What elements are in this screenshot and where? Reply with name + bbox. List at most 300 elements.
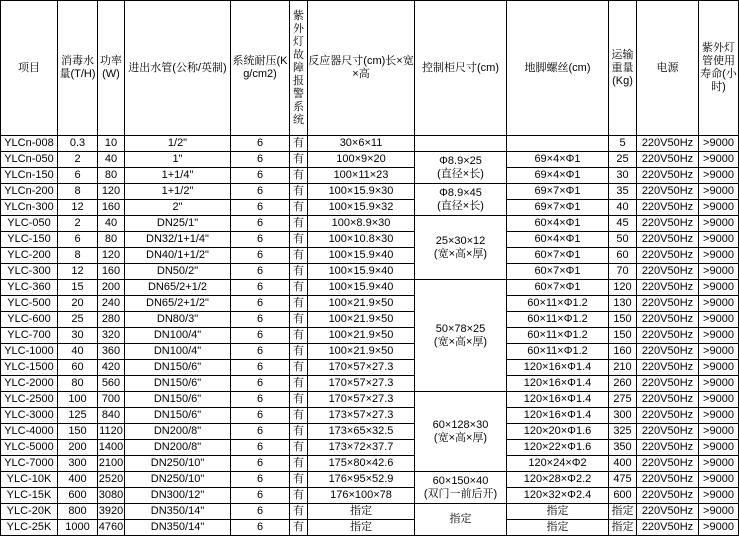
anchor-bolt-cell: 69×7×Φ1 xyxy=(507,184,609,200)
flow-cell: 125 xyxy=(58,408,98,424)
model-cell: YLC-5000 xyxy=(1,440,58,456)
lamp-life-cell: >9000 xyxy=(699,296,739,312)
model-cell: YLCn-150 xyxy=(1,168,58,184)
anchor-bolt-cell: 60×11×Φ1.2 xyxy=(507,344,609,360)
model-cell: YLCn-300 xyxy=(1,200,58,216)
lamp-life-cell: >9000 xyxy=(699,520,739,536)
lamp-life-cell: >9000 xyxy=(699,504,739,520)
weight-cell: 35 xyxy=(609,184,637,200)
table-row xyxy=(1,296,739,312)
reactor-size-cell: 100×10.8×30 xyxy=(308,232,415,248)
table-row xyxy=(1,344,739,360)
pipe-cell: DN150/6" xyxy=(125,392,231,408)
model-cell: YLCn-008 xyxy=(1,136,58,152)
power-cell: 10 xyxy=(98,136,125,152)
reactor-size-cell: 100×15.9×40 xyxy=(308,280,415,296)
pipe-cell: DN150/6" xyxy=(125,376,231,392)
model-cell: YLC-3000 xyxy=(1,408,58,424)
pressure-cell: 6 xyxy=(231,232,290,248)
lamp-life-cell: >9000 xyxy=(699,152,739,168)
pressure-cell: 6 xyxy=(231,392,290,408)
flow-cell: 1000 xyxy=(58,520,98,536)
power-supply-cell: 220V50Hz xyxy=(637,152,699,168)
reactor-size-cell: 100×15.9×32 xyxy=(308,200,415,216)
lamp-life-cell: >9000 xyxy=(699,376,739,392)
table-row xyxy=(1,424,739,440)
flow-cell: 6 xyxy=(58,232,98,248)
anchor-bolt-cell: 60×11×Φ1.2 xyxy=(507,328,609,344)
model-cell: YLC-500 xyxy=(1,296,58,312)
weight-cell: 50 xyxy=(609,232,637,248)
lamp-life-cell: >9000 xyxy=(699,264,739,280)
cabinet-size-cell xyxy=(415,280,507,392)
power-supply-cell: 220V50Hz xyxy=(637,440,699,456)
power-supply-cell: 220V50Hz xyxy=(637,328,699,344)
table-row xyxy=(1,136,739,152)
weight-cell: 150 xyxy=(609,328,637,344)
table-row xyxy=(1,328,739,344)
flow-cell: 400 xyxy=(58,472,98,488)
pipe-cell: DN250/10" xyxy=(125,456,231,472)
lamp-life-cell: >9000 xyxy=(699,168,739,184)
reactor-size-cell: 173×72×37.7 xyxy=(308,440,415,456)
alarm-cell: 有 xyxy=(290,152,308,168)
weight-cell: 120 xyxy=(609,280,637,296)
pressure-cell: 6 xyxy=(231,168,290,184)
reactor-size-cell: 176×100×78 xyxy=(308,488,415,504)
lamp-life-cell: >9000 xyxy=(699,136,739,152)
power-cell: 3920 xyxy=(98,504,125,520)
table-row xyxy=(1,152,739,168)
model-cell: YLC-15K xyxy=(1,488,58,504)
model-cell: YLC-20K xyxy=(1,504,58,520)
power-supply-cell: 220V50Hz xyxy=(637,296,699,312)
reactor-size-cell: 170×57×27.3 xyxy=(308,360,415,376)
flow-cell: 15 xyxy=(58,280,98,296)
pressure-cell: 6 xyxy=(231,312,290,328)
cabinet-size-value: 25×30×12 xyxy=(435,234,486,247)
flow-cell: 600 xyxy=(58,488,98,504)
anchor-bolt-cell: 120×16×Φ1.4 xyxy=(507,360,609,376)
lamp-life-cell: >9000 xyxy=(699,184,739,200)
model-cell: YLCn-050 xyxy=(1,152,58,168)
alarm-cell: 有 xyxy=(290,456,308,472)
flow-cell: 2 xyxy=(58,152,98,168)
pressure-cell: 6 xyxy=(231,344,290,360)
weight-cell: 25 xyxy=(609,152,637,168)
flow-cell: 12 xyxy=(58,264,98,280)
power-supply-cell: 220V50Hz xyxy=(637,504,699,520)
pressure-cell: 6 xyxy=(231,360,290,376)
power-supply-cell: 220V50Hz xyxy=(637,200,699,216)
model-cell: YLC-4000 xyxy=(1,424,58,440)
pipe-cell: DN65/2+1/2 xyxy=(125,280,231,296)
alarm-cell: 有 xyxy=(290,312,308,328)
weight-cell: 70 xyxy=(609,264,637,280)
alarm-cell: 有 xyxy=(290,232,308,248)
cabinet-size-note: (宽×高×厚) xyxy=(433,247,488,260)
alarm-cell: 有 xyxy=(290,216,308,232)
model-cell: YLC-7000 xyxy=(1,456,58,472)
weight-cell: 400 xyxy=(609,456,637,472)
power-supply-cell: 220V50Hz xyxy=(637,136,699,152)
power-supply-cell: 220V50Hz xyxy=(637,408,699,424)
anchor-bolt-cell: 69×7×Φ1 xyxy=(507,200,609,216)
flow-cell: 12 xyxy=(58,200,98,216)
pressure-cell: 6 xyxy=(231,280,290,296)
pipe-cell: DN40/1+1/2" xyxy=(125,248,231,264)
cabinet-size-cell xyxy=(415,216,507,280)
anchor-bolt-cell: 60×4×Φ1 xyxy=(507,232,609,248)
alarm-cell: 有 xyxy=(290,488,308,504)
flow-cell: 0.3 xyxy=(58,136,98,152)
reactor-size-cell: 175×80×42.6 xyxy=(308,456,415,472)
weight-cell: 5 xyxy=(609,136,637,152)
power-cell: 4760 xyxy=(98,520,125,536)
power-cell: 840 xyxy=(98,408,125,424)
pressure-cell: 6 xyxy=(231,424,290,440)
alarm-cell: 有 xyxy=(290,344,308,360)
table-row xyxy=(1,456,739,472)
pipe-cell: 1+1/4" xyxy=(125,168,231,184)
power-cell: 40 xyxy=(98,152,125,168)
table-row xyxy=(1,216,739,232)
pressure-cell: 6 xyxy=(231,152,290,168)
alarm-cell: 有 xyxy=(290,504,308,520)
power-cell: 120 xyxy=(98,248,125,264)
table-row xyxy=(1,280,739,296)
flow-cell: 800 xyxy=(58,504,98,520)
lamp-life-cell: >9000 xyxy=(699,456,739,472)
anchor-bolt-cell: 120×24×Φ2 xyxy=(507,456,609,472)
table-row xyxy=(1,232,739,248)
pipe-cell: 1/2" xyxy=(125,136,231,152)
pipe-cell: DN350/14" xyxy=(125,504,231,520)
anchor-bolt-cell: 120×16×Φ1.4 xyxy=(507,408,609,424)
lamp-life-cell: >9000 xyxy=(699,248,739,264)
lamp-life-cell: >9000 xyxy=(699,312,739,328)
flow-cell: 2 xyxy=(58,216,98,232)
power-cell: 280 xyxy=(98,312,125,328)
flow-cell: 200 xyxy=(58,440,98,456)
weight-cell: 275 xyxy=(609,392,637,408)
flow-cell: 100 xyxy=(58,392,98,408)
cabinet-size-cell xyxy=(415,504,507,536)
alarm-cell: 有 xyxy=(290,264,308,280)
reactor-size-cell: 100×8.9×30 xyxy=(308,216,415,232)
pressure-cell: 6 xyxy=(231,248,290,264)
flow-cell: 300 xyxy=(58,456,98,472)
weight-cell: 160 xyxy=(609,344,637,360)
model-cell: YLC-2500 xyxy=(1,392,58,408)
header-alarm: 紫外灯故障报警系统 xyxy=(290,1,308,136)
pipe-cell: DN150/6" xyxy=(125,408,231,424)
table-row xyxy=(1,184,739,200)
power-cell: 2520 xyxy=(98,472,125,488)
power-supply-cell: 220V50Hz xyxy=(637,232,699,248)
pressure-cell: 6 xyxy=(231,440,290,456)
power-supply-cell: 220V50Hz xyxy=(637,392,699,408)
power-supply-cell: 220V50Hz xyxy=(637,216,699,232)
alarm-cell: 有 xyxy=(290,408,308,424)
reactor-size-cell: 173×65×32.5 xyxy=(308,424,415,440)
model-cell: YLC-25K xyxy=(1,520,58,536)
header-flow: 消毒水量(T/H) xyxy=(58,1,98,136)
header-cabinet: 控制柜尺寸(cm) xyxy=(415,1,507,136)
cabinet-size-value: 50×78×25 xyxy=(435,322,486,335)
anchor-bolt-cell: 69×4×Φ1 xyxy=(507,152,609,168)
reactor-size-cell: 100×15.9×30 xyxy=(308,184,415,200)
table-row xyxy=(1,408,739,424)
cabinet-size-cell xyxy=(415,136,507,152)
pressure-cell: 6 xyxy=(231,264,290,280)
flow-cell: 40 xyxy=(58,344,98,360)
anchor-bolt-cell: 120×28×Φ2.2 xyxy=(507,472,609,488)
pressure-cell: 6 xyxy=(231,520,290,536)
alarm-cell: 有 xyxy=(290,184,308,200)
power-cell: 80 xyxy=(98,168,125,184)
pressure-cell: 6 xyxy=(231,488,290,504)
anchor-bolt-cell: 120×16×Φ1.4 xyxy=(507,392,609,408)
header-pressure: 系统耐压(Kg/cm2) xyxy=(231,1,290,136)
header-model: 项目 xyxy=(1,1,58,136)
reactor-size-cell: 100×21.9×50 xyxy=(308,312,415,328)
reactor-size-cell: 100×9×20 xyxy=(308,152,415,168)
power-supply-cell: 220V50Hz xyxy=(637,280,699,296)
alarm-cell: 有 xyxy=(290,248,308,264)
cabinet-size-note: (宽×高×厚) xyxy=(433,335,488,348)
reactor-size-cell: 100×15.9×40 xyxy=(308,264,415,280)
cabinet-size-note: (双门一前后开) xyxy=(423,487,498,500)
flow-cell: 60 xyxy=(58,360,98,376)
header-life: 紫外灯管使用寿命(小时) xyxy=(699,1,739,136)
reactor-size-cell: 100×15.9×40 xyxy=(308,248,415,264)
reactor-size-cell: 170×57×27.3 xyxy=(308,392,415,408)
weight-cell: 300 xyxy=(609,408,637,424)
alarm-cell: 有 xyxy=(290,136,308,152)
model-cell: YLC-150 xyxy=(1,232,58,248)
weight-cell: 30 xyxy=(609,168,637,184)
anchor-bolt-cell: 60×11×Φ1.2 xyxy=(507,296,609,312)
pressure-cell: 6 xyxy=(231,296,290,312)
cabinet-size-cell xyxy=(415,392,507,472)
flow-cell: 20 xyxy=(58,296,98,312)
pipe-cell: DN65/2+1/2" xyxy=(125,296,231,312)
model-cell: YLC-2000 xyxy=(1,376,58,392)
table-row xyxy=(1,440,739,456)
power-cell: 360 xyxy=(98,344,125,360)
power-cell: 1400 xyxy=(98,440,125,456)
cabinet-size-note: (直径×长) xyxy=(437,199,484,212)
power-supply-cell: 220V50Hz xyxy=(637,360,699,376)
lamp-life-cell: >9000 xyxy=(699,424,739,440)
pipe-cell: DN100/4" xyxy=(125,344,231,360)
power-supply-cell: 220V50Hz xyxy=(637,488,699,504)
cabinet-size-note: (直径×长) xyxy=(437,167,484,180)
weight-cell: 60 xyxy=(609,248,637,264)
header-bolt: 地脚螺丝(cm) xyxy=(507,1,609,136)
header-reactor: 反应器尺寸(cm)长×宽×高 xyxy=(308,1,415,136)
table-row xyxy=(1,360,739,376)
anchor-bolt-cell: 60×7×Φ1 xyxy=(507,280,609,296)
pipe-cell: DN80/3" xyxy=(125,312,231,328)
power-cell: 240 xyxy=(98,296,125,312)
reactor-size-cell: 30×6×11 xyxy=(308,136,415,152)
lamp-life-cell: >9000 xyxy=(699,344,739,360)
lamp-life-cell: >9000 xyxy=(699,360,739,376)
power-supply-cell: 220V50Hz xyxy=(637,520,699,536)
table-row xyxy=(1,504,739,520)
reactor-size-cell: 指定 xyxy=(308,504,415,520)
reactor-size-cell: 170×57×27.3 xyxy=(308,376,415,392)
flow-cell: 8 xyxy=(58,184,98,200)
table-row xyxy=(1,264,739,280)
pressure-cell: 6 xyxy=(231,328,290,344)
power-supply-cell: 220V50Hz xyxy=(637,184,699,200)
pressure-cell: 6 xyxy=(231,136,290,152)
power-cell: 160 xyxy=(98,200,125,216)
power-supply-cell: 220V50Hz xyxy=(637,312,699,328)
anchor-bolt-cell xyxy=(507,136,609,152)
flow-cell: 30 xyxy=(58,328,98,344)
pipe-cell: 1" xyxy=(125,152,231,168)
pipe-cell: 2" xyxy=(125,200,231,216)
pressure-cell: 6 xyxy=(231,216,290,232)
pressure-cell: 6 xyxy=(231,456,290,472)
reactor-size-cell: 100×11×23 xyxy=(308,168,415,184)
table-row xyxy=(1,200,739,216)
model-cell: YLC-050 xyxy=(1,216,58,232)
lamp-life-cell: >9000 xyxy=(699,216,739,232)
lamp-life-cell: >9000 xyxy=(699,392,739,408)
model-cell: YLC-1000 xyxy=(1,344,58,360)
pressure-cell: 6 xyxy=(231,504,290,520)
power-supply-cell: 220V50Hz xyxy=(637,376,699,392)
alarm-cell: 有 xyxy=(290,440,308,456)
anchor-bolt-cell: 指定 xyxy=(507,520,609,536)
pipe-cell: DN32/1+1/4" xyxy=(125,232,231,248)
reactor-size-cell: 100×21.9×50 xyxy=(308,328,415,344)
pipe-cell: DN100/4" xyxy=(125,328,231,344)
flow-cell: 25 xyxy=(58,312,98,328)
anchor-bolt-cell: 60×7×Φ1 xyxy=(507,248,609,264)
table-row xyxy=(1,392,739,408)
pipe-cell: DN150/6" xyxy=(125,360,231,376)
power-supply-cell: 220V50Hz xyxy=(637,168,699,184)
anchor-bolt-cell: 120×16×Φ1.4 xyxy=(507,376,609,392)
weight-cell: 150 xyxy=(609,312,637,328)
power-cell: 420 xyxy=(98,360,125,376)
anchor-bolt-cell: 120×20×Φ1.6 xyxy=(507,424,609,440)
lamp-life-cell: >9000 xyxy=(699,328,739,344)
weight-cell: 40 xyxy=(609,200,637,216)
table-body xyxy=(1,136,739,536)
reactor-size-cell: 176×95×52.9 xyxy=(308,472,415,488)
weight-cell: 210 xyxy=(609,360,637,376)
pressure-cell: 6 xyxy=(231,184,290,200)
anchor-bolt-cell: 指定 xyxy=(507,504,609,520)
alarm-cell: 有 xyxy=(290,328,308,344)
flow-cell: 150 xyxy=(58,424,98,440)
model-cell: YLC-600 xyxy=(1,312,58,328)
header-power-supply: 电源 xyxy=(637,1,699,136)
table-row xyxy=(1,472,739,488)
power-cell: 40 xyxy=(98,216,125,232)
flow-cell: 80 xyxy=(58,376,98,392)
power-cell: 700 xyxy=(98,392,125,408)
flow-cell: 8 xyxy=(58,248,98,264)
pipe-cell: DN200/8" xyxy=(125,440,231,456)
alarm-cell: 有 xyxy=(290,200,308,216)
anchor-bolt-cell: 120×32×Φ2.4 xyxy=(507,488,609,504)
power-cell: 160 xyxy=(98,264,125,280)
pipe-cell: DN350/14" xyxy=(125,520,231,536)
header-weight: 运输重量(Kg) xyxy=(609,1,637,136)
header-row xyxy=(1,1,739,136)
model-cell: YLC-10K xyxy=(1,472,58,488)
pressure-cell: 6 xyxy=(231,200,290,216)
lamp-life-cell: >9000 xyxy=(699,232,739,248)
power-cell: 3080 xyxy=(98,488,125,504)
cabinet-size-cell xyxy=(415,152,507,184)
model-cell: YLC-700 xyxy=(1,328,58,344)
table-row xyxy=(1,520,739,536)
anchor-bolt-cell: 60×7×Φ1 xyxy=(507,264,609,280)
weight-cell: 475 xyxy=(609,472,637,488)
model-cell: YLC-1500 xyxy=(1,360,58,376)
header-power: 功率(W) xyxy=(98,1,125,136)
alarm-cell: 有 xyxy=(290,360,308,376)
power-cell: 80 xyxy=(98,232,125,248)
pressure-cell: 6 xyxy=(231,376,290,392)
lamp-life-cell: >9000 xyxy=(699,200,739,216)
lamp-life-cell: >9000 xyxy=(699,472,739,488)
power-cell: 120 xyxy=(98,184,125,200)
table-row xyxy=(1,488,739,504)
cabinet-size-value: Φ8.9×25 xyxy=(439,154,482,167)
weight-cell: 45 xyxy=(609,216,637,232)
pipe-cell: DN200/8" xyxy=(125,424,231,440)
header-pipe: 进出水管(公称/英制) xyxy=(125,1,231,136)
power-cell: 1120 xyxy=(98,424,125,440)
pressure-cell: 6 xyxy=(231,472,290,488)
flow-cell: 6 xyxy=(58,168,98,184)
table-row xyxy=(1,248,739,264)
power-supply-cell: 220V50Hz xyxy=(637,424,699,440)
power-supply-cell: 220V50Hz xyxy=(637,264,699,280)
reactor-size-cell: 173×57×27.3 xyxy=(308,408,415,424)
weight-cell: 325 xyxy=(609,424,637,440)
anchor-bolt-cell: 120×22×Φ1.6 xyxy=(507,440,609,456)
weight-cell: 指定 xyxy=(609,520,637,536)
model-cell: YLC-200 xyxy=(1,248,58,264)
model-cell: YLC-300 xyxy=(1,264,58,280)
weight-cell: 260 xyxy=(609,376,637,392)
alarm-cell: 有 xyxy=(290,472,308,488)
cabinet-size-value: 60×128×30 xyxy=(432,418,489,431)
power-supply-cell: 220V50Hz xyxy=(637,248,699,264)
pipe-cell: DN300/12" xyxy=(125,488,231,504)
table-row xyxy=(1,376,739,392)
alarm-cell: 有 xyxy=(290,424,308,440)
reactor-size-cell: 指定 xyxy=(308,520,415,536)
pipe-cell: DN50/2" xyxy=(125,264,231,280)
pipe-cell: DN250/10" xyxy=(125,472,231,488)
alarm-cell: 有 xyxy=(290,392,308,408)
cabinet-size-cell xyxy=(415,472,507,504)
pipe-cell: 1+1/2" xyxy=(125,184,231,200)
power-cell: 200 xyxy=(98,280,125,296)
